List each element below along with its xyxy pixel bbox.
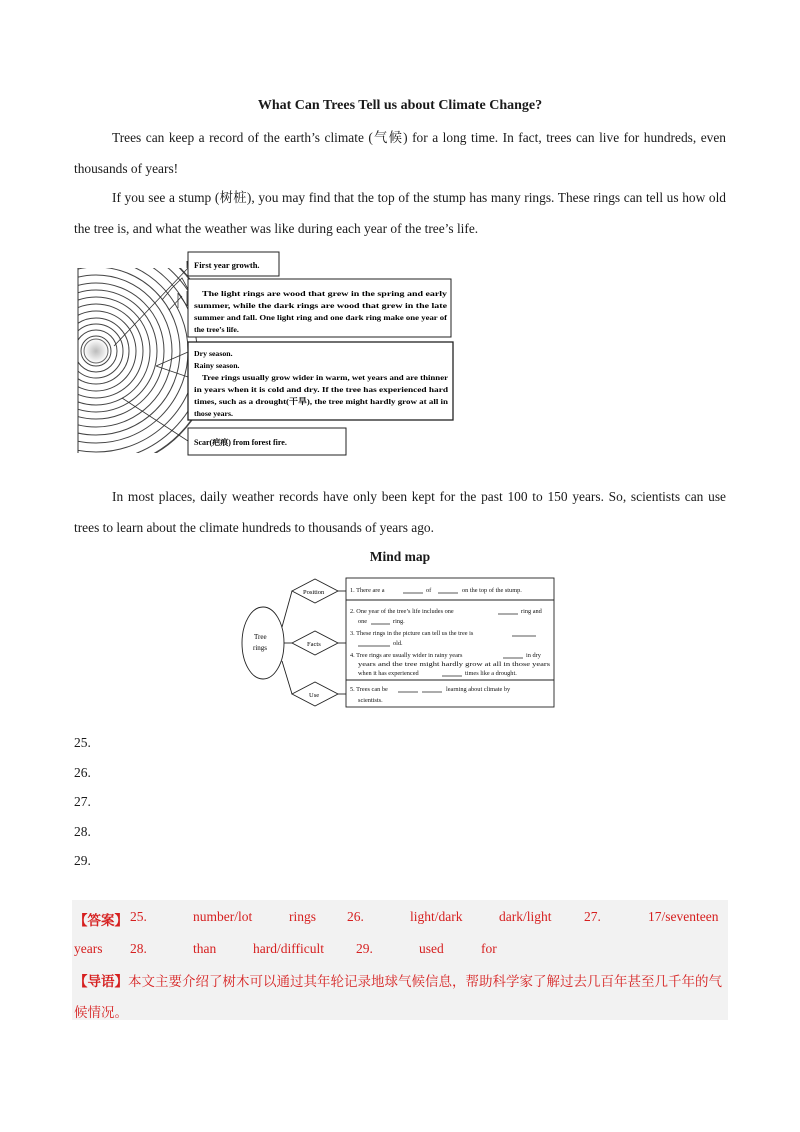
paragraph-1: Trees can keep a record of the earth’s climate (气候) for a long time. In fact, trees can live for hundreds, even thousands of years! bbox=[74, 130, 726, 176]
item-1-part-a: 1. There are a bbox=[350, 587, 385, 594]
answer-item: hard/difficult bbox=[253, 941, 324, 956]
answer-item: 17/seventeen bbox=[648, 909, 719, 924]
item-5-part-a: 5. Trees can be bbox=[350, 686, 388, 693]
item-4-part-b: in dry bbox=[526, 652, 541, 659]
scar-label: Scar(疤痕) from forest fire. bbox=[194, 438, 287, 447]
question-number: 28. bbox=[74, 823, 91, 839]
rings-text-3: summer and fall. One light ring and one dark ring make one year of bbox=[194, 313, 448, 322]
item-2-part-a: 2. One year of the tree’s life includes one bbox=[350, 608, 454, 615]
answer-item: 26. bbox=[347, 909, 364, 924]
item-4-part-d: when it has experienced bbox=[358, 670, 419, 677]
rings-text-1: The light rings are wood that grew in the spring and early bbox=[202, 289, 448, 298]
item-2-part-d: ring. bbox=[393, 618, 405, 625]
mind-map-heading: Mind map bbox=[369, 549, 431, 564]
rings-text-2: summer, while the dark rings are wood that grew in the late bbox=[194, 301, 448, 310]
paragraph-2: If you see a stump (树桩), you may find that the top of the stump has many rings. These rings can tell us how old the tree is, and what the weather was like during each year of the tree’s life. bbox=[74, 190, 726, 236]
guide-text: 本文主要介绍了树木可以通过其年轮记录地球气候信息，帮助科学家了解过去几百年甚至几千年的气候情况。 bbox=[74, 974, 722, 1020]
node-facts: Facts bbox=[307, 641, 321, 648]
answer-item: 25. bbox=[130, 909, 147, 924]
rainy-season-label: Rainy season. bbox=[194, 361, 240, 370]
mind-map-center-1: Tree bbox=[254, 633, 267, 641]
mind-map-center-2: rings bbox=[253, 644, 267, 652]
answer-item: for bbox=[481, 941, 497, 956]
question-number: 25. bbox=[74, 735, 91, 750]
guide-note bbox=[74, 966, 726, 1028]
first-year-label: First year growth. bbox=[194, 260, 260, 270]
article-title: What Can Trees Tell us about Climate Change? bbox=[257, 98, 543, 113]
item-2-part-c: one bbox=[358, 618, 368, 625]
answer-item: 29. bbox=[356, 941, 373, 956]
item-1-part-c: on the top of the stump. bbox=[462, 587, 522, 594]
item-5-part-c: scientists. bbox=[358, 697, 383, 704]
paragraph-3: In most places, daily weather records have only been kept for the past 100 to 150 years. So, scientists can use trees to learn about the climate hundreds to thousands of years ago. bbox=[74, 489, 726, 535]
question-number: 26. bbox=[74, 764, 91, 780]
answer-item: than bbox=[193, 941, 217, 956]
rings-text-4: the tree’s life. bbox=[194, 325, 239, 334]
season-text-4: those years. bbox=[194, 409, 233, 418]
item-3-part-b: old. bbox=[393, 640, 403, 647]
stump-diagram bbox=[74, 248, 464, 460]
node-position: Position bbox=[303, 589, 325, 596]
item-4-part-e: times like a drought. bbox=[465, 670, 517, 677]
answer-item: dark/light bbox=[499, 909, 552, 924]
item-1-part-b: of bbox=[426, 587, 432, 594]
answer-item: years bbox=[74, 941, 103, 956]
item-4-part-a: 4. Tree rings are usually wider in rainy years bbox=[350, 652, 463, 659]
dry-season-label: Dry season. bbox=[194, 349, 233, 358]
answer-item: used bbox=[419, 941, 444, 956]
question-number: 27. bbox=[74, 794, 91, 809]
question-number: 29. bbox=[74, 853, 91, 868]
answer-item: 27. bbox=[584, 909, 601, 924]
guide-tag: 【导语】 bbox=[74, 974, 128, 989]
answer-tag: 【答案】 bbox=[74, 913, 128, 928]
question-list bbox=[74, 733, 91, 881]
mind-map-diagram bbox=[240, 575, 558, 711]
item-5-part-b: learning about climate by bbox=[446, 686, 511, 693]
item-2-part-b: ring and bbox=[521, 608, 542, 615]
answer-item: light/dark bbox=[410, 909, 463, 924]
season-text-2: in years when it is cold and dry. If the tree has experienced hard bbox=[194, 385, 449, 394]
season-text-1: Tree rings usually grow wider in warm, wet years and are thinner bbox=[202, 373, 449, 382]
node-use: Use bbox=[309, 692, 320, 699]
season-text-3: times, such as a drought(干旱), the tree might hardly grow at all in bbox=[194, 397, 416, 406]
item-4-part-c: years and the tree might hardly grow at all in those years bbox=[358, 661, 551, 668]
answer-item: number/lot bbox=[193, 909, 253, 924]
item-3-part-a: 3. These rings in the picture can tell us the tree is bbox=[350, 630, 474, 637]
answer-item: rings bbox=[289, 909, 316, 924]
answer-item: 28. bbox=[130, 941, 147, 956]
